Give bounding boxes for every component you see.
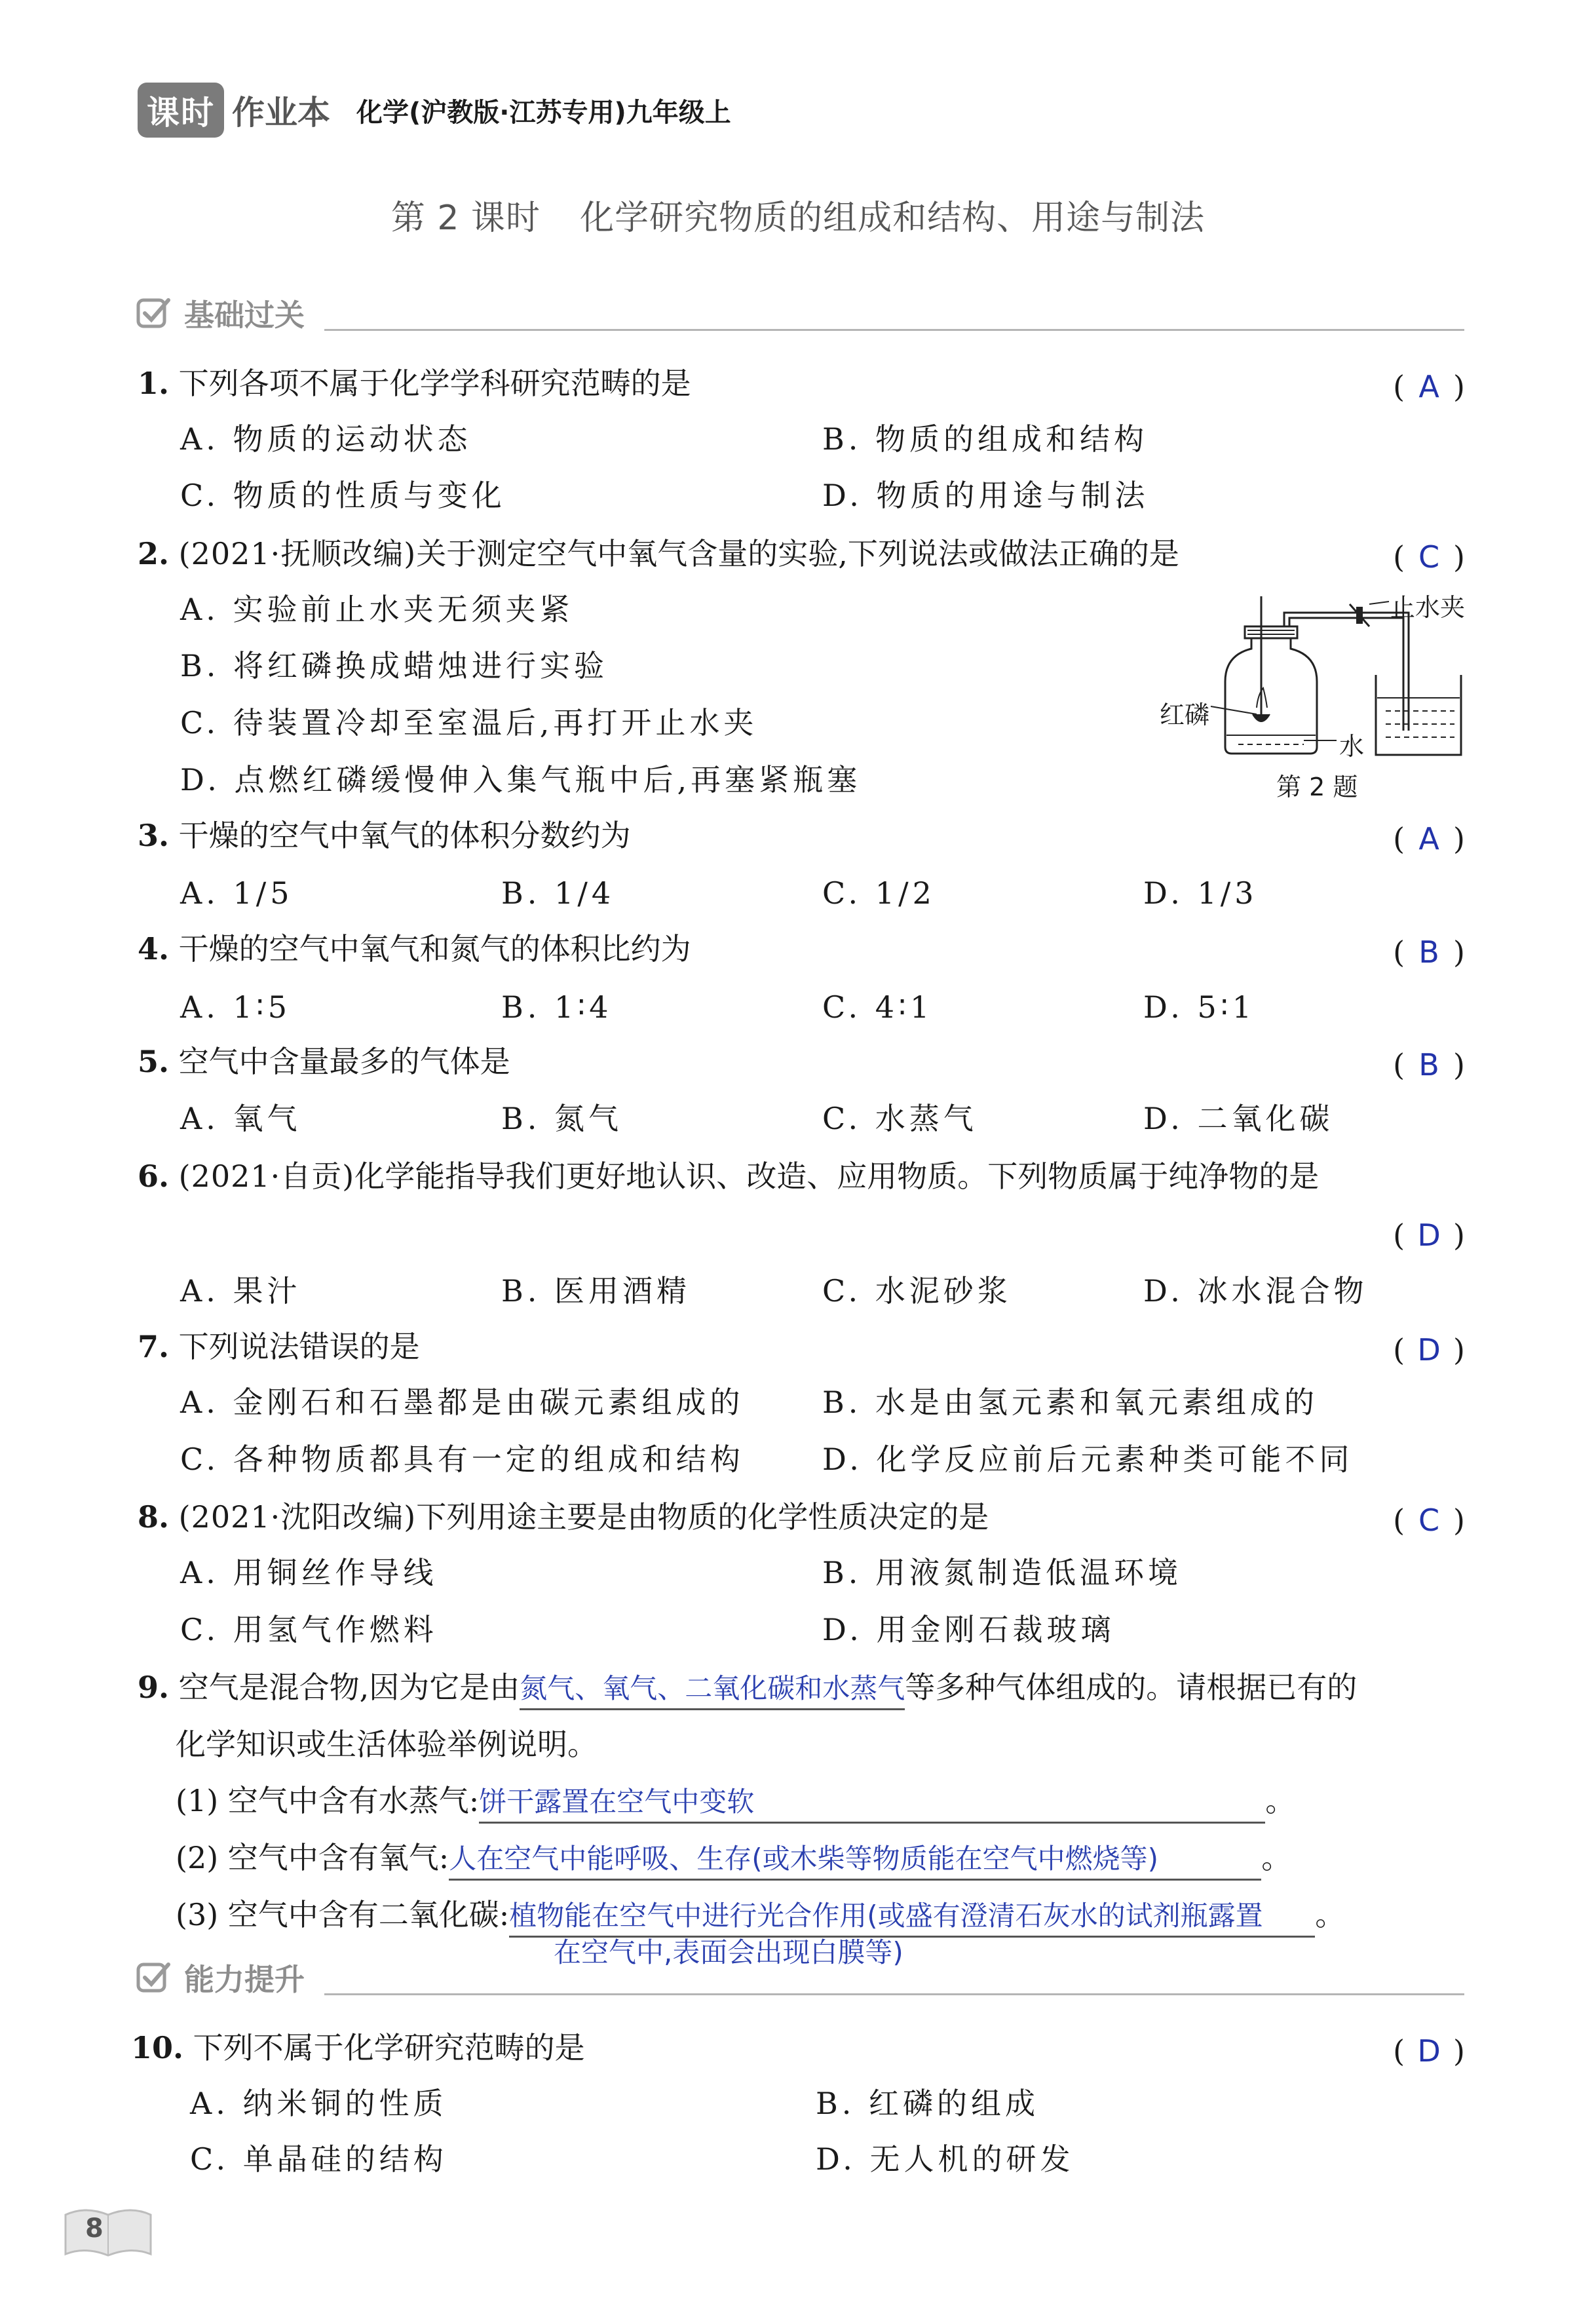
answer-value: D	[1417, 1332, 1441, 1368]
question-3	[138, 816, 631, 855]
option-b: B. 红磷的组成	[816, 2086, 1040, 2121]
option-b: B. 医用酒精	[501, 1273, 691, 1309]
sub-answer-cont: 在空气中,表面会出现白膜等)	[554, 1936, 903, 1968]
option-c: C. 1/2	[822, 875, 936, 911]
option-a: A. 1∶5	[180, 989, 291, 1025]
option-c: C. 水蒸气	[822, 1101, 978, 1136]
option-b: B. 将红磷换成蜡烛进行实验	[180, 648, 609, 683]
answer-value: C	[1418, 539, 1440, 575]
question-number: 6.	[138, 1159, 170, 1194]
question-1	[138, 364, 691, 403]
question-stem: 下列不属于化学研究范畴的是	[193, 2030, 585, 2065]
question-stem: 化学能指导我们更好地认识、改造、应用物质。下列物质属于纯净物的是	[354, 1159, 1320, 1194]
checkbox-icon	[134, 294, 174, 333]
option-a: A. 物质的运动状态	[180, 421, 472, 457]
label-phosphorus: 红磷	[1160, 700, 1210, 729]
question-number: 7.	[138, 1329, 170, 1364]
question-number: 5.	[138, 1044, 170, 1079]
question-source: (2021·沈阳改编)	[178, 1499, 417, 1535]
label-clamp: 止水夹	[1390, 593, 1466, 622]
option-d: D. 二氧化碳	[1143, 1101, 1334, 1136]
answer-slot-2: ( C )	[1393, 537, 1465, 577]
sub-answer: 人在空气中能呼吸、生存(或木柴等物质能在空气中燃烧等)	[449, 1839, 1261, 1881]
answer-value: B	[1418, 1047, 1439, 1082]
book-icon	[59, 2202, 157, 2267]
section-advanced-label: 能力提升	[184, 1962, 305, 1997]
sub-question-2: (2) 空气中含有氧气:人在空气中能呼吸、生存(或木柴等物质能在空气中燃烧等) 。	[176, 1838, 1291, 1881]
lesson-number: 第 2 课时	[390, 199, 541, 238]
question-stem: 干燥的空气中氧气的体积分数约为	[178, 818, 631, 853]
answer-value: D	[1417, 2033, 1441, 2069]
sub-answer: 饼干露置在空气中变软	[479, 1782, 1265, 1824]
apparatus-figure	[1160, 583, 1481, 826]
option-b: B. 1∶4	[501, 989, 613, 1025]
option-d: D. 点燃红磷缓慢伸入集气瓶中后,再塞紧瓶塞	[180, 762, 862, 797]
option-a: A. 实验前止水夹无须夹紧	[180, 592, 574, 627]
fill-answer: 氮气、氧气、二氧化碳和水蒸气	[520, 1669, 905, 1710]
lesson-title	[0, 190, 1596, 239]
question-9-cont: 化学知识或生活体验举例说明。	[176, 1727, 598, 1762]
question-5	[138, 1042, 510, 1081]
question-stem-b: 等多种气体组成的。请根据已有的	[905, 1670, 1358, 1705]
answer-slot-10: ( D )	[1393, 2031, 1465, 2071]
option-c: C. 水泥砂浆	[822, 1273, 1012, 1309]
option-b: B. 水是由氢元素和氧元素组成的	[822, 1385, 1319, 1420]
option-d: D. 物质的用途与制法	[822, 478, 1149, 513]
logo-text: 作业本	[232, 94, 330, 132]
sub-label: (3) 空气中含有二氧化碳:	[176, 1897, 510, 1932]
sub-answer: 植物能在空气中进行光合作用(或盛有澄清石灰水的试剂瓶露置	[509, 1896, 1315, 1938]
answer-value: A	[1418, 821, 1439, 856]
answer-slot-6: ( D )	[1393, 1216, 1465, 1255]
option-b: B. 物质的组成和结构	[822, 421, 1149, 457]
page-number	[59, 2202, 157, 2267]
question-number: 10.	[131, 2030, 184, 2065]
answer-value: B	[1418, 934, 1439, 970]
section-advanced	[134, 1956, 1464, 1999]
option-c: C. 物质的性质与变化	[180, 478, 506, 513]
answer-slot-4: ( B )	[1393, 932, 1465, 972]
question-stem: 空气中含量最多的气体是	[178, 1044, 510, 1079]
answer-value: C	[1418, 1503, 1440, 1538]
answer-slot-1: ( A )	[1393, 367, 1465, 406]
option-c: C. 用氢气作燃料	[180, 1612, 438, 1647]
option-a: A. 纳米铜的性质	[190, 2086, 447, 2121]
answer-slot-5: ( B )	[1393, 1045, 1465, 1084]
option-d: D. 5∶1	[1143, 989, 1255, 1025]
option-c: C. 单晶硅的结构	[190, 2141, 447, 2177]
option-a: A. 1/5	[180, 875, 294, 911]
checkbox-icon	[134, 1958, 174, 1997]
question-stem-a: 空气是混合物,因为它是由	[178, 1670, 520, 1705]
answer-slot-3: ( A )	[1393, 819, 1465, 858]
option-c: C. 4∶1	[822, 989, 934, 1025]
question-source: (2021·抚顺改编)	[178, 536, 417, 571]
question-number: 3.	[138, 818, 170, 853]
label-water: 水	[1339, 732, 1365, 761]
header	[138, 84, 731, 136]
sub-label: (2) 空气中含有氧气:	[176, 1840, 449, 1875]
option-b: B. 氮气	[501, 1101, 623, 1136]
answer-slot-7: ( D )	[1393, 1330, 1465, 1369]
sub-label: (1) 空气中含有水蒸气:	[176, 1783, 480, 1818]
section-divider	[324, 1993, 1464, 1995]
option-b: B. 1/4	[501, 875, 615, 911]
question-8	[138, 1497, 989, 1537]
option-b: B. 用液氮制造低温环境	[822, 1555, 1183, 1590]
option-c: C. 各种物质都具有一定的组成和结构	[180, 1442, 744, 1477]
question-6	[138, 1157, 1319, 1196]
section-basic-label: 基础过关	[184, 297, 305, 333]
question-stem: 下列各项不属于化学学科研究范畴的是	[178, 366, 691, 401]
sub-question-1: (1) 空气中含有水蒸气:饼干露置在空气中变软 。	[176, 1781, 1295, 1824]
option-a: A. 用铜丝作导线	[180, 1555, 438, 1590]
question-number: 8.	[138, 1499, 170, 1535]
question-stem: 下列用途主要是由物质的化学性质决定的是	[416, 1499, 989, 1535]
option-a: A. 果汁	[180, 1273, 301, 1309]
question-10	[131, 2028, 585, 2067]
figure-caption: 第 2 题	[1276, 773, 1358, 801]
option-c: C. 待装置冷却至室温后,再打开止水夹	[180, 705, 758, 740]
subject-title: 化学(沪教版·江苏专用)九年级上	[356, 97, 731, 128]
question-7	[138, 1327, 420, 1366]
question-stem: 下列说法错误的是	[178, 1329, 420, 1364]
question-number: 4.	[138, 931, 170, 967]
option-a: A. 金刚石和石墨都是由碳元素组成的	[180, 1385, 744, 1420]
question-source: (2021·自贡)	[178, 1159, 355, 1194]
question-number: 1.	[138, 366, 170, 401]
option-d: D. 冰水混合物	[1143, 1273, 1368, 1309]
option-d: D. 1/3	[1143, 875, 1258, 911]
answer-value: A	[1418, 369, 1439, 404]
answer-value: D	[1417, 1217, 1441, 1253]
question-9	[138, 1668, 1357, 1710]
logo-mark: 课时	[138, 83, 224, 138]
option-a: A. 氧气	[180, 1101, 301, 1136]
option-d: D. 化学反应前后元素种类可能不同	[822, 1442, 1354, 1477]
question-2	[138, 534, 1179, 573]
section-divider	[324, 329, 1464, 331]
option-d: D. 无人机的研发	[816, 2141, 1074, 2177]
question-4	[138, 929, 691, 968]
question-stem: 关于测定空气中氧气含量的实验,下列说法或做法正确的是	[416, 536, 1179, 571]
lesson-name: 化学研究物质的组成和结构、用途与制法	[580, 199, 1206, 238]
question-number: 2.	[138, 536, 170, 571]
section-basic	[134, 292, 1464, 335]
page-number-value: 8	[85, 2213, 104, 2244]
answer-slot-8: ( C )	[1393, 1501, 1465, 1540]
sub-question-3: (3) 空气中含有二氧化碳:植物能在空气中进行光合作用(或盛有澄清石灰水的试剂瓶露置 。	[176, 1895, 1345, 1938]
question-number: 9.	[138, 1670, 170, 1705]
option-d: D. 用金刚石裁玻璃	[822, 1612, 1115, 1647]
question-stem: 干燥的空气中氧气和氮气的体积比约为	[178, 931, 691, 967]
